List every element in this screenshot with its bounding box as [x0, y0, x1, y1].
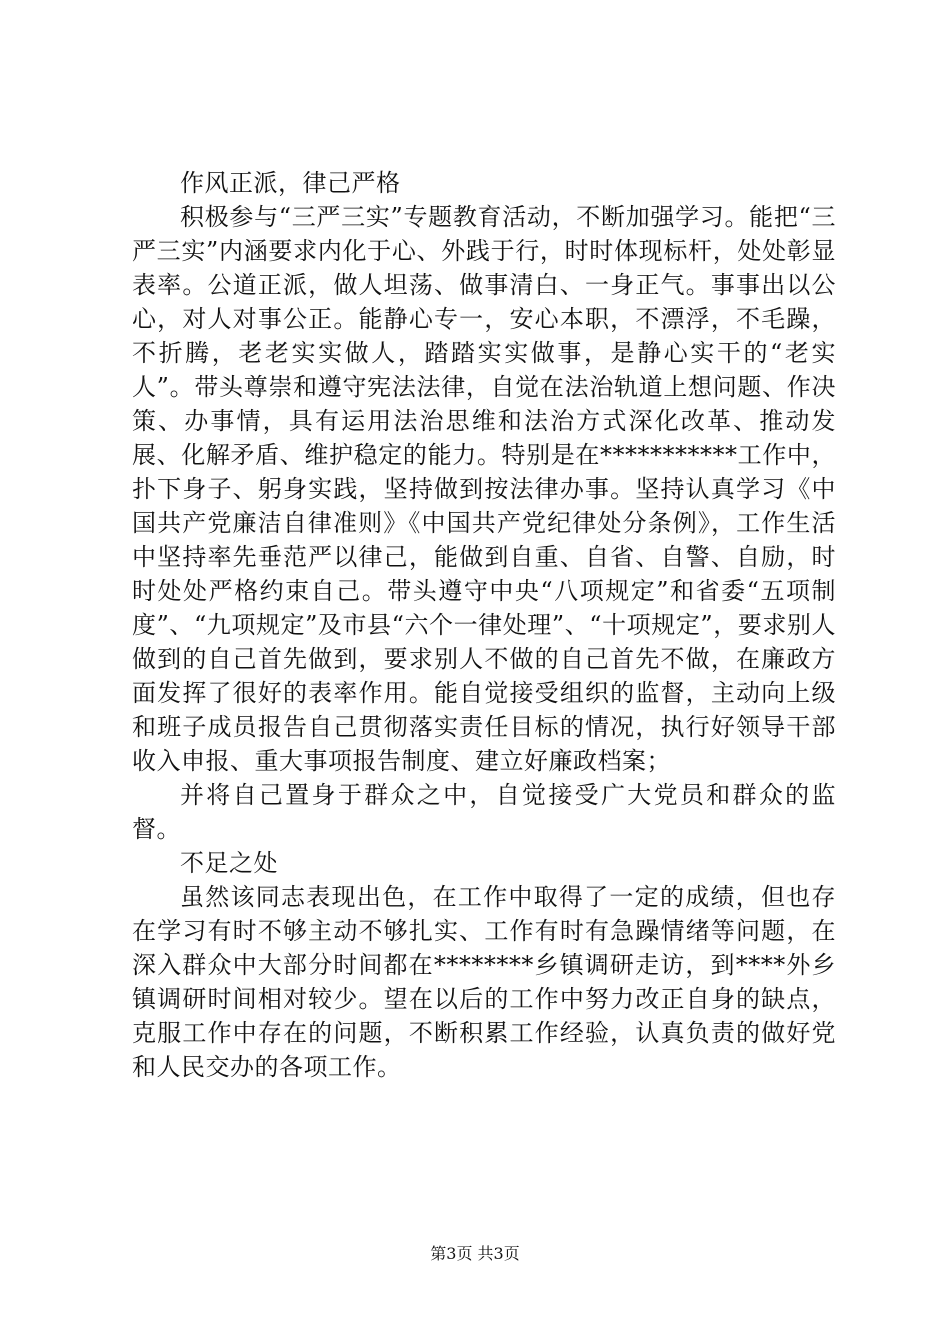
page-number-footer: 第3页 共3页 — [430, 1244, 520, 1263]
section-heading-shortcomings: 不足之处 — [180, 849, 278, 877]
paragraph-shortcomings: 虽然该同志表现出色，在工作中取得了一定的成绩，但也存在学习有时不够主动不够扎实、工作有时有急躁情绪等问题，在深入群众中大部分时间都在********乡镇调研走访，到****外乡镇调研时间相对较少。望在以后的工作中努力改正自身的缺点，克服工作中存在的问题，不断积累工作经验，认真负责的做好党和人民交办的各项工作。 — [132, 883, 836, 1081]
paragraph-supervision: 并将自己置身于群众之中，自觉接受广大党员和群众的监督。 — [132, 781, 836, 843]
paragraph-conduct-details: 积极参与“三严三实”专题教育活动，不断加强学习。能把“三严三实”内涵要求内化于心、外践于行，时时体现标杆，处处彰显表率。公道正派，做人坦荡、做事清白、一身正气。事事出以公心，对人对事公正。能静心专一，安心本职，不漂浮，不毛躁，不折腾，老老实实做人，踏踏实实做事，是静心实干的“老实人”。带头尊崇和遵守宪法法律，自觉在法治轨道上想问题、作决策、办事情，具有运用法治思维和法治方式深化改革、推动发展、化解矛盾、维护稳定的能力。特别是在***********工作中，扑下身子、躬身实践，坚持做到按法律办事。坚持认真学习《中国共产党廉洁自律准则》《中国共产党纪律处分条例》，工作生活中坚持率先垂范严以律己，能做到自重、自省、自警、自励，时时处处严格约束自己。带头遵守中央“八项规定”和省委“五项制度”、“九项规定”及市县“六个一律处理”、“十项规定”，要求别人做到的自己首先做到，要求别人不做的自己首先不做，在廉政方面发挥了很好的表率作用。能自觉接受组织的监督，主动向上级和班子成员报告自己贯彻落实责任目标的情况，执行好领导干部收入申报、重大事项报告制度、建立好廉政档案； — [132, 203, 836, 775]
document-body — [132, 166, 836, 1084]
section-heading-conduct: 作风正派，律己严格 — [180, 169, 401, 197]
